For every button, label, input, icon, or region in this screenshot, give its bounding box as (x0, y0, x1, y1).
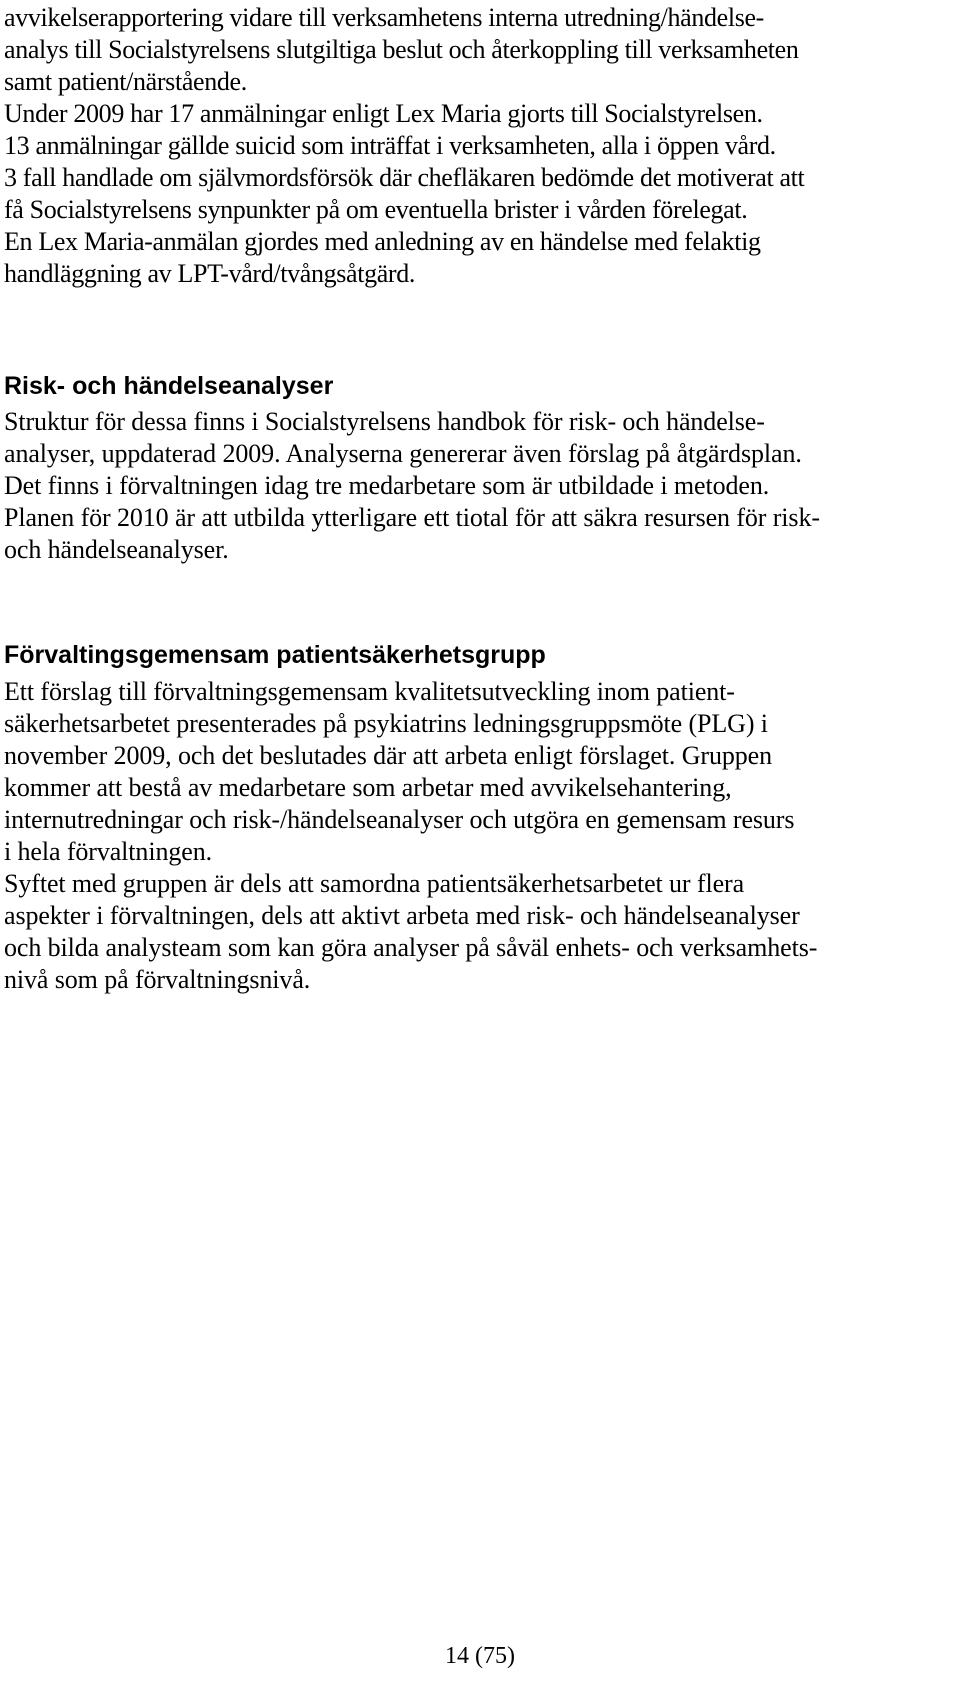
text-line: 13 anmälningar gällde suicid som inträffat i verksamheten, alla i öppen vård. (4, 131, 776, 160)
text-line: Struktur för dessa finns i Socialstyrelsens handbok för risk- och händelse- (4, 407, 765, 436)
text-line: få Socialstyrelsens synpunkter på om eventuella brister i vården förelegat. (4, 195, 748, 224)
intro-text (4, 2, 804, 290)
text-line: Syftet med gruppen är dels att samordna patientsäkerhetsarbetet ur flera (4, 869, 745, 898)
text-line: säkerhetsarbetet presenterades på psykiatrins ledningsgruppsmöte (PLG) i (4, 709, 768, 738)
text-line: Det finns i förvaltningen idag tre medarbetare som är utbildade i metoden. (4, 471, 770, 500)
group-section-text (4, 676, 817, 996)
text-line: En Lex Maria-anmälan gjordes med anledning av en händelse med felaktig (4, 227, 761, 256)
text-line: avvikelserapportering vidare till verksamhetens interna utredning/händelse- (4, 3, 764, 32)
text-line: Under 2009 har 17 anmälningar enligt Lex Maria gjorts till Socialstyrelsen. (4, 99, 763, 128)
page-number: 14 (75) (445, 1643, 515, 1669)
section-heading-risk-analysis: Risk- och händelseanalyser (4, 372, 334, 400)
text-line: analys till Socialstyrelsens slutgiltiga beslut och återkoppling till verksamheten (4, 35, 799, 64)
text-line: kommer att bestå av medarbetare som arbetar med avvikelsehantering, (4, 773, 732, 802)
text-line: 3 fall handlade om självmordsförsök där chefläkaren bedömde det motiverat att (4, 163, 805, 192)
text-line: november 2009, och det beslutades där att arbeta enligt förslaget. Gruppen (4, 741, 773, 770)
text-line: analyser, uppdaterad 2009. Analyserna genererar även förslag på åtgärdsplan. (4, 439, 802, 468)
text-line: handläggning av LPT-vård/tvångsåtgärd. (4, 259, 416, 288)
text-line: i hela förvaltningen. (4, 837, 212, 866)
text-line: Planen för 2010 är att utbilda ytterligare ett tiotal för att säkra resursen för risk- (4, 503, 820, 532)
section-heading-safety-group: Förvaltingsgemensam patientsäkerhetsgrupp (4, 641, 546, 669)
text-line: och bilda analysteam som kan göra analyser på såväl enhets- och verksamhets- (4, 933, 818, 962)
text-line: och händelseanalyser. (4, 535, 229, 564)
text-line: internutredningar och risk-/händelseanalyser och utgöra en gemensam resurs (4, 805, 795, 834)
risk-section-text (4, 406, 820, 566)
text-line: samt patient/närstående. (4, 67, 247, 96)
text-line: nivå som på förvaltningsnivå. (4, 965, 311, 994)
text-line: Ett förslag till förvaltningsgemensam kvalitetsutveckling inom patient- (4, 677, 735, 706)
text-line: aspekter i förvaltningen, dels att aktivt arbeta med risk- och händelseanalyser (4, 901, 800, 930)
